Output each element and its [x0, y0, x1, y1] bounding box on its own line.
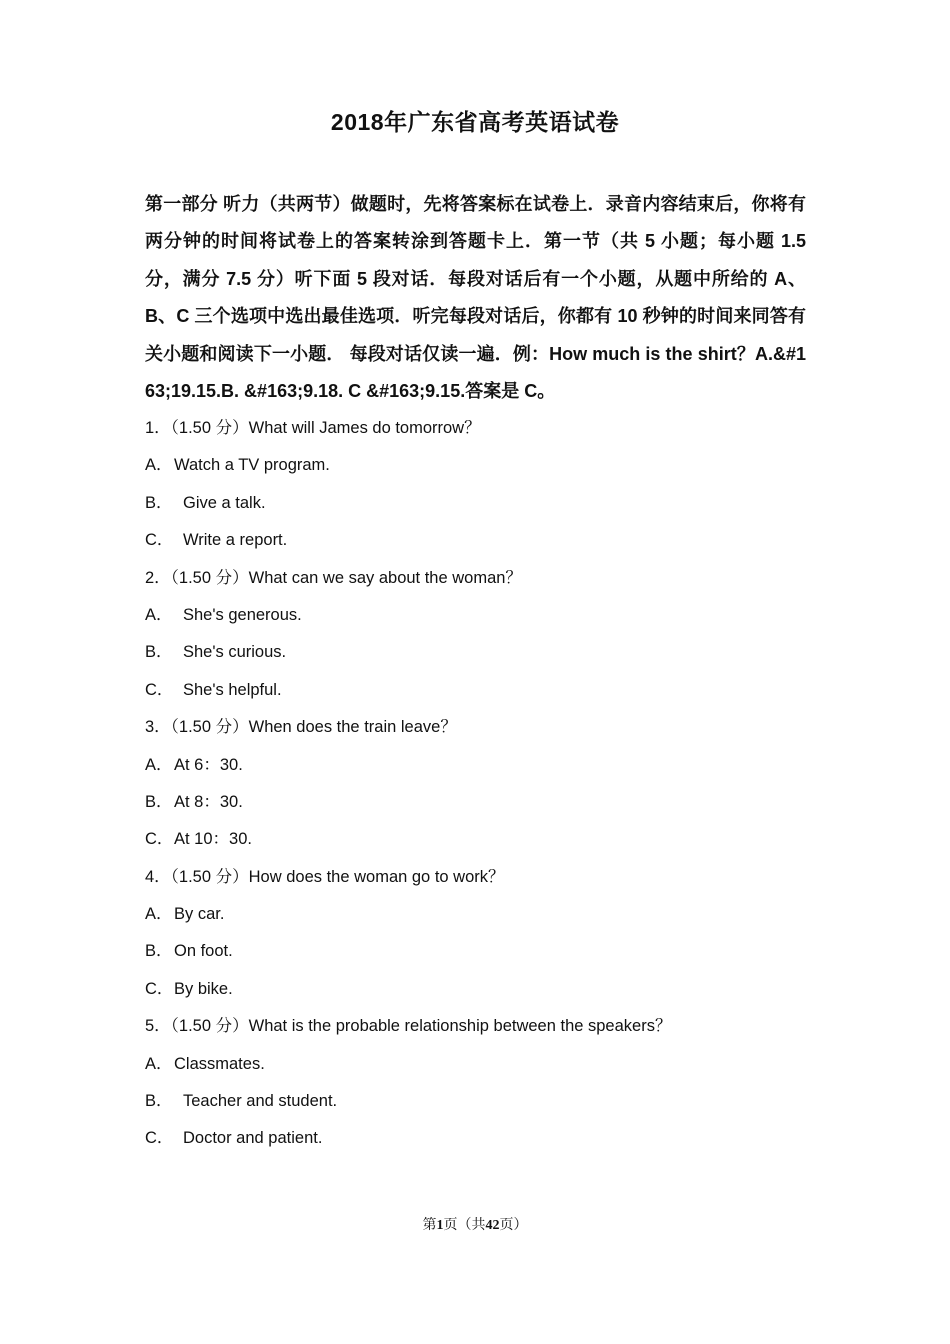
option-text: Classmates.: [174, 1054, 265, 1073]
option-text: Doctor and patient.: [183, 1129, 323, 1148]
option-letter: A．: [145, 605, 173, 624]
option-a[interactable]: [145, 1046, 806, 1083]
page-total: 42: [485, 1218, 500, 1233]
option-letter: A．: [145, 755, 173, 774]
question-stem: 5．（1.50 分）What is the probable relationship between the speakers？: [145, 1017, 672, 1036]
option-letter: C．: [145, 531, 174, 550]
option-b[interactable]: [145, 933, 806, 970]
option-a[interactable]: [145, 896, 806, 933]
option-text: Teacher and student.: [183, 1092, 338, 1111]
option-a[interactable]: [145, 447, 806, 484]
question-stem: 3．（1.50 分）When does the train leave？: [145, 718, 457, 737]
option-letter: B．: [145, 493, 173, 512]
option-letter: B．: [145, 1092, 173, 1111]
option-letter: B．: [145, 792, 173, 811]
option-c[interactable]: [145, 821, 806, 858]
question-list: [145, 410, 806, 1158]
page-number: 1: [436, 1218, 444, 1233]
option-c[interactable]: [145, 971, 806, 1008]
option-letter: C．: [145, 1129, 174, 1148]
option-c[interactable]: [145, 672, 806, 709]
option-letter: A．: [145, 905, 173, 924]
option-letter: C．: [145, 680, 174, 699]
option-text: Watch a TV program.: [174, 456, 330, 475]
option-letter: C．: [145, 979, 174, 998]
footer-suffix: 页）: [499, 1218, 528, 1233]
footer-middle: 页（共: [443, 1218, 486, 1233]
option-letter: A．: [145, 456, 173, 475]
option-b[interactable]: [145, 784, 806, 821]
option-text: She's generous.: [183, 605, 302, 624]
option-letter: C．: [145, 830, 174, 849]
option-text: At 10：30.: [174, 830, 252, 849]
footer-prefix: 第: [422, 1218, 437, 1233]
option-text: At 6：30.: [174, 755, 243, 774]
page-footer: [0, 1214, 950, 1234]
option-a[interactable]: [145, 597, 806, 634]
option-letter: A．: [145, 1054, 173, 1073]
option-text: At 8：30.: [174, 792, 243, 811]
question-stem: 1．（1.50 分）What will James do tomorrow？: [145, 419, 481, 437]
section-instructions: 第一部分 听力（共两节）做题时，先将答案标在试卷上．录音内容结束后，你将有两分钟的时间将试卷上的答案转涂到答题卡上．第一节（共 5 小题；每小题 1.5 分，满分 7.5 分）听下面 5 段对话．每段对话后有一个小题，从题中所给的 A、B、C 三个选项中选出最佳选项．听完每段对话后，你都有 10 秒钟的时间来同答有关小题和阅读下一小题． 每段对话仅读一遍．例：How much is the shirt？A.&#163;19.15.B. &#163;9.18. C &#163;9.15.答案是 C。: [145, 194, 806, 402]
option-letter: B．: [145, 643, 173, 662]
option-b[interactable]: [145, 1083, 806, 1120]
option-text: On foot.: [174, 942, 233, 961]
option-text: By bike.: [174, 979, 233, 998]
option-letter: B．: [145, 942, 173, 961]
option-text: Write a report.: [183, 531, 288, 550]
question-stem: 4．（1.50 分）How does the woman go to work？: [145, 867, 505, 886]
option-text: By car.: [174, 905, 225, 924]
option-c[interactable]: [145, 1120, 806, 1157]
option-b[interactable]: [145, 485, 806, 522]
option-text: Give a talk.: [183, 493, 266, 512]
option-text: She's helpful.: [183, 680, 282, 699]
option-text: She's curious.: [183, 643, 287, 662]
question-stem: 2．（1.50 分）What can we say about the woman？: [145, 568, 522, 587]
option-c[interactable]: [145, 522, 806, 559]
option-a[interactable]: [145, 747, 806, 784]
page-title: 2018年广东省高考英语试卷: [330, 109, 620, 135]
option-b[interactable]: [145, 634, 806, 671]
